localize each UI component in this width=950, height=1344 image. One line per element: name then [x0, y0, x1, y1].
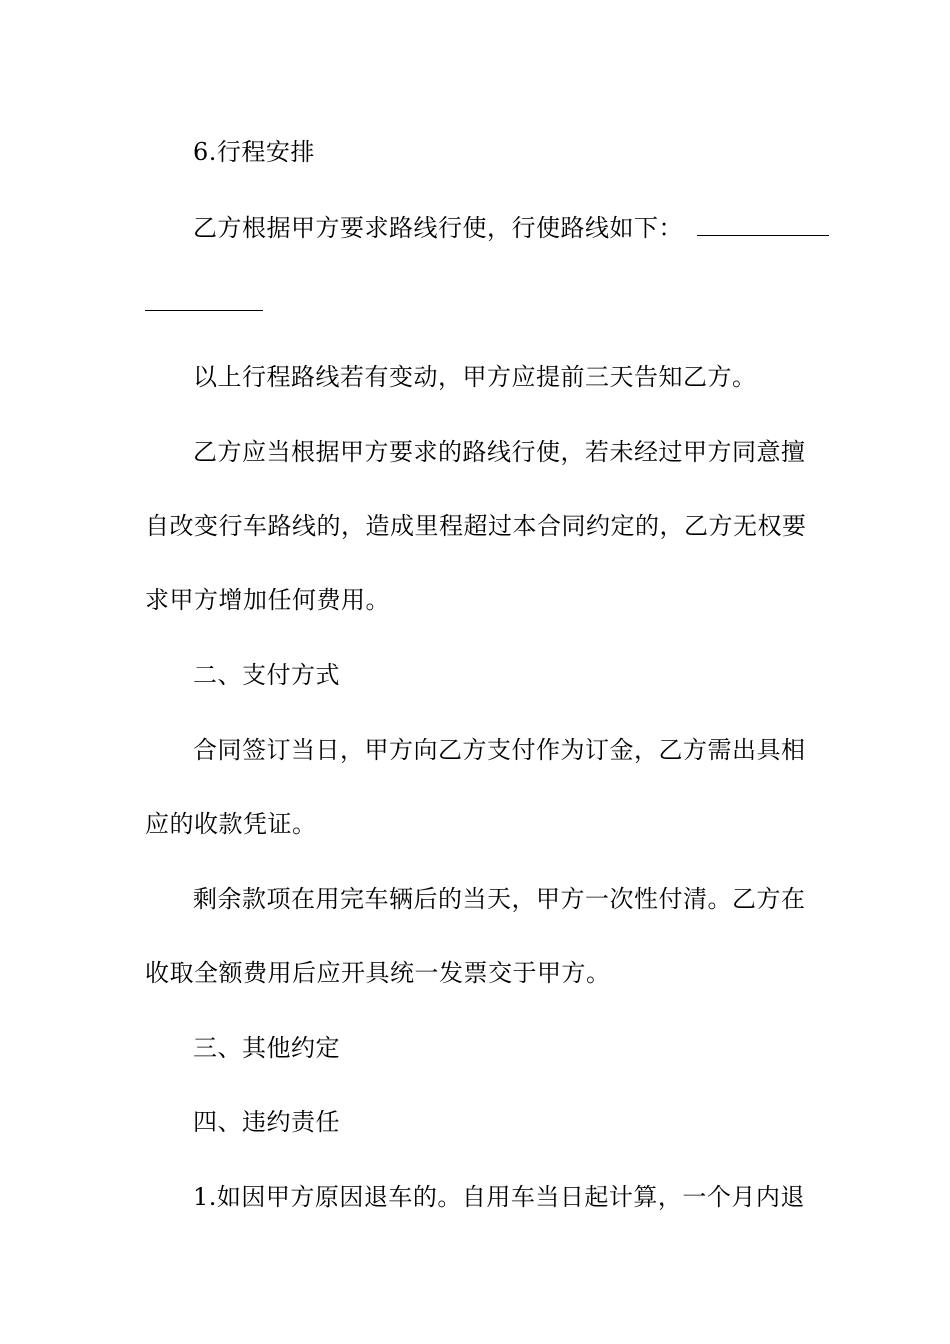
text-line: 二、支付方式	[193, 661, 340, 689]
paragraph-route	[193, 213, 810, 243]
section-heading-liability	[193, 1107, 810, 1137]
text-line: 合同签订当日，甲方向乙方支付作为订金，乙方需出具相	[193, 736, 806, 764]
paragraph-route-deviation-3	[145, 585, 810, 615]
paragraph-route-deviation-1	[193, 437, 810, 467]
section-heading-itinerary	[193, 137, 810, 167]
text-line: 6.行程安排	[193, 138, 315, 166]
text-line: 乙方应当根据甲方要求的路线行使，若未经过甲方同意擅	[193, 438, 806, 466]
paragraph-deposit-1	[193, 735, 810, 765]
text-line: 乙方根据甲方要求路线行使，行使路线如下：	[193, 214, 683, 242]
route-blank-line-2	[145, 309, 263, 311]
route-blank-continuation	[145, 288, 810, 318]
text-line: 1.如因甲方原因退车的。自用车当日起计算，一个月内退	[193, 1183, 805, 1211]
text-line: 四、违约责任	[193, 1108, 340, 1136]
paragraph-route-change	[193, 362, 810, 392]
text-line: 以上行程路线若有变动，甲方应提前三天告知乙方。	[193, 363, 757, 391]
section-heading-other	[193, 1033, 810, 1063]
section-heading-payment	[193, 660, 810, 690]
text-line: 自改变行车路线的，造成里程超过本合同约定的，乙方无权要	[145, 512, 807, 540]
text-line: 应的收款凭证。	[145, 810, 317, 838]
text-line: 三、其他约定	[193, 1034, 340, 1062]
paragraph-cancellation	[193, 1182, 810, 1212]
text-line: 收取全额费用后应开具统一发票交于甲方。	[145, 959, 611, 987]
paragraph-balance-2	[145, 958, 810, 988]
paragraph-route-deviation-2	[145, 511, 810, 541]
route-blank-line	[697, 234, 829, 236]
text-line: 剩余款项在用完车辆后的当天，甲方一次性付清。乙方在	[193, 885, 806, 913]
text-line: 求甲方增加任何费用。	[145, 586, 390, 614]
paragraph-balance-1	[193, 884, 810, 914]
paragraph-deposit-2	[145, 809, 810, 839]
